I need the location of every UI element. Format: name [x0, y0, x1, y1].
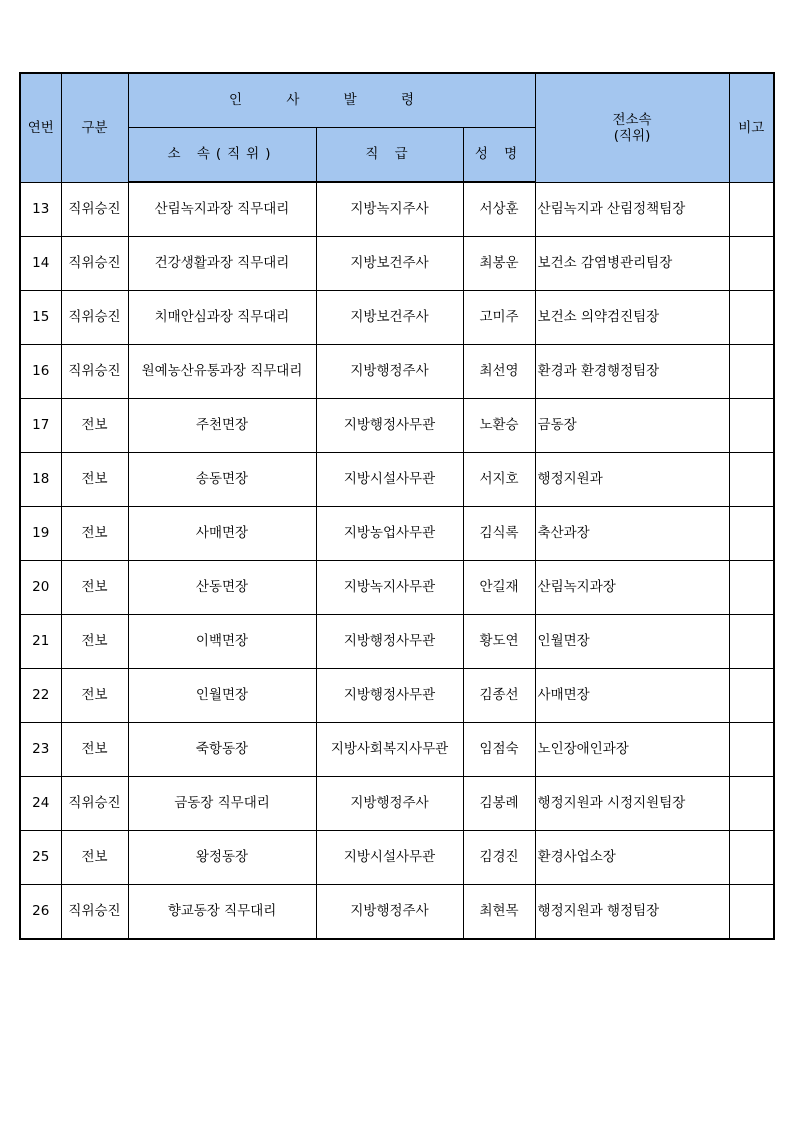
header-rank: 직 급 — [316, 128, 463, 183]
table-row — [20, 723, 774, 777]
table-row — [20, 237, 774, 291]
cell-note — [729, 561, 774, 615]
header-type: 구분 — [61, 73, 128, 182]
cell-type: 전보 — [61, 399, 128, 453]
cell-no: 17 — [20, 399, 61, 453]
table-row — [20, 669, 774, 723]
cell-note — [729, 507, 774, 561]
cell-name: 노환승 — [463, 399, 535, 453]
cell-rank: 지방시설사무관 — [316, 453, 463, 507]
cell-note — [729, 182, 774, 237]
cell-no: 22 — [20, 669, 61, 723]
table-row — [20, 615, 774, 669]
cell-note — [729, 453, 774, 507]
cell-rank: 지방행정사무관 — [316, 399, 463, 453]
cell-prev-affiliation: 행정지원과 시정지원팀장 — [535, 777, 729, 831]
table-row — [20, 345, 774, 399]
cell-note — [729, 615, 774, 669]
cell-no: 19 — [20, 507, 61, 561]
header-name: 성 명 — [463, 128, 535, 183]
cell-note — [729, 831, 774, 885]
cell-note — [729, 237, 774, 291]
cell-no: 24 — [20, 777, 61, 831]
cell-prev-affiliation: 보건소 의약검진팀장 — [535, 291, 729, 345]
cell-prev-affiliation: 축산과장 — [535, 507, 729, 561]
cell-type: 직위승진 — [61, 237, 128, 291]
header-prev-line2: (직위) — [613, 127, 651, 144]
cell-name: 서지호 — [463, 453, 535, 507]
table-row — [20, 507, 774, 561]
cell-rank: 지방보건주사 — [316, 291, 463, 345]
cell-no: 14 — [20, 237, 61, 291]
cell-rank: 지방보건주사 — [316, 237, 463, 291]
cell-prev-affiliation: 노인장애인과장 — [535, 723, 729, 777]
cell-rank: 지방사회복지사무관 — [316, 723, 463, 777]
cell-prev-affiliation: 금동장 — [535, 399, 729, 453]
cell-no: 23 — [20, 723, 61, 777]
table-row — [20, 777, 774, 831]
cell-type: 직위승진 — [61, 291, 128, 345]
table-row — [20, 885, 774, 940]
cell-prev-affiliation: 사매면장 — [535, 669, 729, 723]
cell-type: 전보 — [61, 507, 128, 561]
cell-type: 전보 — [61, 831, 128, 885]
cell-type: 직위승진 — [61, 885, 128, 940]
cell-affiliation: 이백면장 — [128, 615, 316, 669]
cell-no: 25 — [20, 831, 61, 885]
table-row — [20, 399, 774, 453]
cell-affiliation: 산동면장 — [128, 561, 316, 615]
header-row-top — [20, 73, 774, 128]
cell-affiliation: 건강생활과장 직무대리 — [128, 237, 316, 291]
cell-rank: 지방녹지사무관 — [316, 561, 463, 615]
cell-type: 직위승진 — [61, 345, 128, 399]
cell-affiliation: 산림녹지과장 직무대리 — [128, 182, 316, 237]
table-row — [20, 291, 774, 345]
cell-rank: 지방행정주사 — [316, 885, 463, 940]
cell-type: 직위승진 — [61, 182, 128, 237]
header-prev-line1: 전소속 — [612, 111, 652, 128]
cell-name: 서상훈 — [463, 182, 535, 237]
cell-prev-affiliation: 환경과 환경행정팀장 — [535, 345, 729, 399]
cell-name: 안길재 — [463, 561, 535, 615]
cell-affiliation: 송동면장 — [128, 453, 316, 507]
cell-name: 김경진 — [463, 831, 535, 885]
cell-prev-affiliation: 행정지원과 행정팀장 — [535, 885, 729, 940]
header-prev-affiliation — [535, 73, 729, 182]
cell-name: 고미주 — [463, 291, 535, 345]
cell-note — [729, 345, 774, 399]
cell-affiliation: 금동장 직무대리 — [128, 777, 316, 831]
cell-type: 전보 — [61, 561, 128, 615]
cell-note — [729, 669, 774, 723]
cell-no: 20 — [20, 561, 61, 615]
table-body — [20, 182, 774, 939]
cell-rank: 지방행정주사 — [316, 777, 463, 831]
cell-note — [729, 399, 774, 453]
header-group-title: 인 사 발 령 — [128, 73, 535, 128]
cell-rank: 지방농업사무관 — [316, 507, 463, 561]
cell-prev-affiliation: 산림녹지과 산림정책팀장 — [535, 182, 729, 237]
cell-type: 전보 — [61, 453, 128, 507]
cell-rank: 지방녹지주사 — [316, 182, 463, 237]
cell-affiliation: 원예농산유통과장 직무대리 — [128, 345, 316, 399]
cell-name: 김종선 — [463, 669, 535, 723]
cell-type: 직위승진 — [61, 777, 128, 831]
cell-name: 김봉례 — [463, 777, 535, 831]
table-row — [20, 453, 774, 507]
header-no: 연번 — [20, 73, 61, 182]
cell-prev-affiliation: 행정지원과 — [535, 453, 729, 507]
cell-no: 15 — [20, 291, 61, 345]
table-row — [20, 182, 774, 237]
header-note: 비고 — [729, 73, 774, 182]
cell-affiliation: 향교동장 직무대리 — [128, 885, 316, 940]
cell-rank: 지방시설사무관 — [316, 831, 463, 885]
cell-no: 21 — [20, 615, 61, 669]
cell-affiliation: 죽항동장 — [128, 723, 316, 777]
cell-affiliation: 치매안심과장 직무대리 — [128, 291, 316, 345]
cell-note — [729, 885, 774, 940]
cell-rank: 지방행정주사 — [316, 345, 463, 399]
cell-name: 최봉운 — [463, 237, 535, 291]
cell-prev-affiliation: 인월면장 — [535, 615, 729, 669]
cell-name: 최현목 — [463, 885, 535, 940]
table-row — [20, 561, 774, 615]
cell-affiliation: 왕정동장 — [128, 831, 316, 885]
cell-name: 임점숙 — [463, 723, 535, 777]
cell-no: 26 — [20, 885, 61, 940]
personnel-table — [19, 72, 775, 940]
cell-name: 황도연 — [463, 615, 535, 669]
cell-rank: 지방행정사무관 — [316, 615, 463, 669]
cell-name: 최선영 — [463, 345, 535, 399]
cell-note — [729, 291, 774, 345]
cell-rank: 지방행정사무관 — [316, 669, 463, 723]
cell-prev-affiliation: 산림녹지과장 — [535, 561, 729, 615]
cell-no: 16 — [20, 345, 61, 399]
cell-no: 13 — [20, 182, 61, 237]
cell-name: 김식록 — [463, 507, 535, 561]
cell-no: 18 — [20, 453, 61, 507]
cell-affiliation: 인월면장 — [128, 669, 316, 723]
cell-note — [729, 777, 774, 831]
cell-affiliation: 주천면장 — [128, 399, 316, 453]
cell-affiliation: 사매면장 — [128, 507, 316, 561]
header-affiliation: 소 속(직위) — [128, 128, 316, 183]
cell-prev-affiliation: 환경사업소장 — [535, 831, 729, 885]
cell-type: 전보 — [61, 723, 128, 777]
cell-type: 전보 — [61, 669, 128, 723]
cell-prev-affiliation: 보건소 감염병관리팀장 — [535, 237, 729, 291]
table-row — [20, 831, 774, 885]
cell-note — [729, 723, 774, 777]
cell-type: 전보 — [61, 615, 128, 669]
